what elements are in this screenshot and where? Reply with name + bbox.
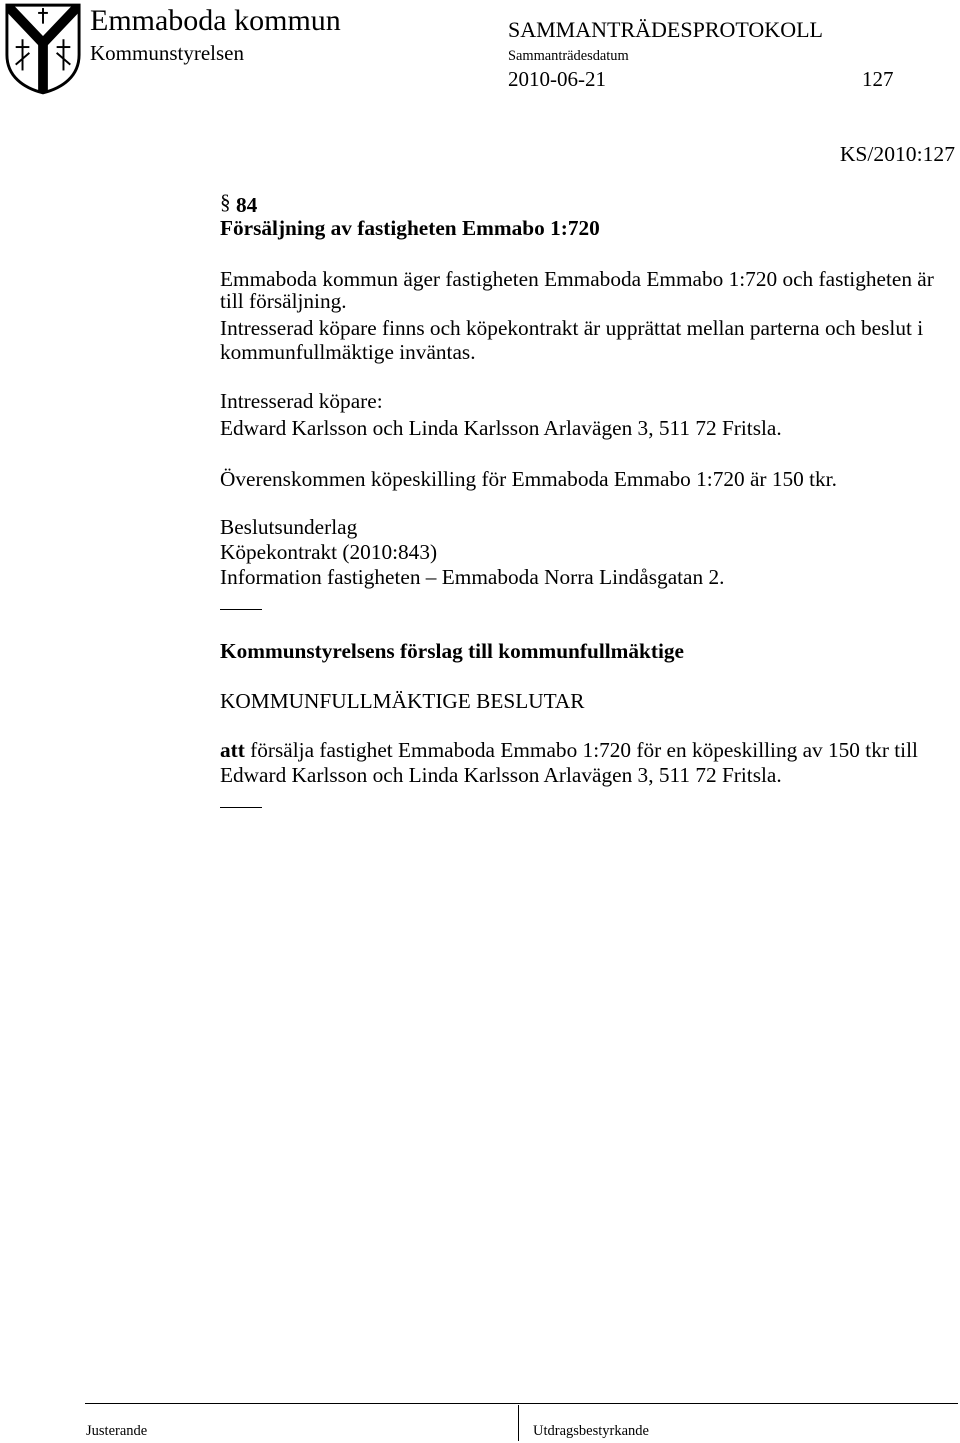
footer-certification-label: Utdragsbestyrkande — [533, 1423, 649, 1439]
decision-basis-item: Information fastigheten – Emmaboda Norra Lindåsgatan 2. — [220, 565, 725, 589]
section-divider — [220, 807, 262, 808]
section-symbol: § — [220, 190, 231, 214]
decision-line: Edward Karlsson och Linda Karlsson Arlavägen 3, 511 72 Fritsla. — [220, 763, 782, 787]
meeting-date-label: Sammanträdesdatum — [508, 48, 629, 64]
committee-name: Kommunstyrelsen — [90, 41, 244, 65]
footer-column-divider — [518, 1405, 519, 1441]
price-statement: Överenskommen köpeskilling för Emmaboda Emmabo 1:720 är 150 tkr. — [220, 467, 837, 491]
decision-heading: KOMMUNFULLMÄKTIGE BESLUTAR — [220, 689, 585, 713]
section-title: Försäljning av fastigheten Emmabo 1:720 — [220, 216, 600, 240]
page-number: 127 — [862, 67, 894, 91]
decision-basis-label: Beslutsunderlag — [220, 515, 358, 539]
buyer-details: Edward Karlsson och Linda Karlsson Arlavägen 3, 511 72 Fritsla. — [220, 416, 782, 440]
footer-rule — [85, 1403, 958, 1404]
att-keyword: att — [220, 738, 245, 762]
intro-line: Emmaboda kommun äger fastigheten Emmaboda Emmabo 1:720 och fastigheten är — [220, 267, 934, 291]
meeting-date: 2010-06-21 — [508, 67, 606, 91]
decision-basis-item: Köpekontrakt (2010:843) — [220, 540, 438, 564]
buyer-label: Intresserad köpare: — [220, 389, 383, 413]
decision-text: försälja fastighet Emmaboda Emmabo 1:720 för en köpeskilling av 150 tkr till — [250, 738, 918, 762]
intro-line: Intresserad köpare finns och köpekontrakt är upprättat mellan parterna och beslut i — [220, 316, 924, 340]
footer-adjuster-label: Justerande — [86, 1423, 148, 1439]
section-number-value: 84 — [235, 193, 258, 217]
proposal-heading: Kommunstyrelsens förslag till kommunfullmäktige — [220, 639, 685, 663]
section-number — [220, 190, 258, 219]
coat-of-arms-logo — [4, 2, 82, 96]
document-type: SAMMANTRÄDESPROTOKOLL — [508, 17, 823, 42]
intro-line: till försäljning. — [220, 289, 347, 313]
section-divider — [220, 609, 262, 610]
municipality-name: Emmaboda kommun — [90, 4, 341, 37]
case-number: KS/2010:127 — [839, 142, 955, 166]
decision-line — [220, 738, 918, 764]
intro-line: kommunfullmäktige inväntas. — [220, 340, 476, 364]
